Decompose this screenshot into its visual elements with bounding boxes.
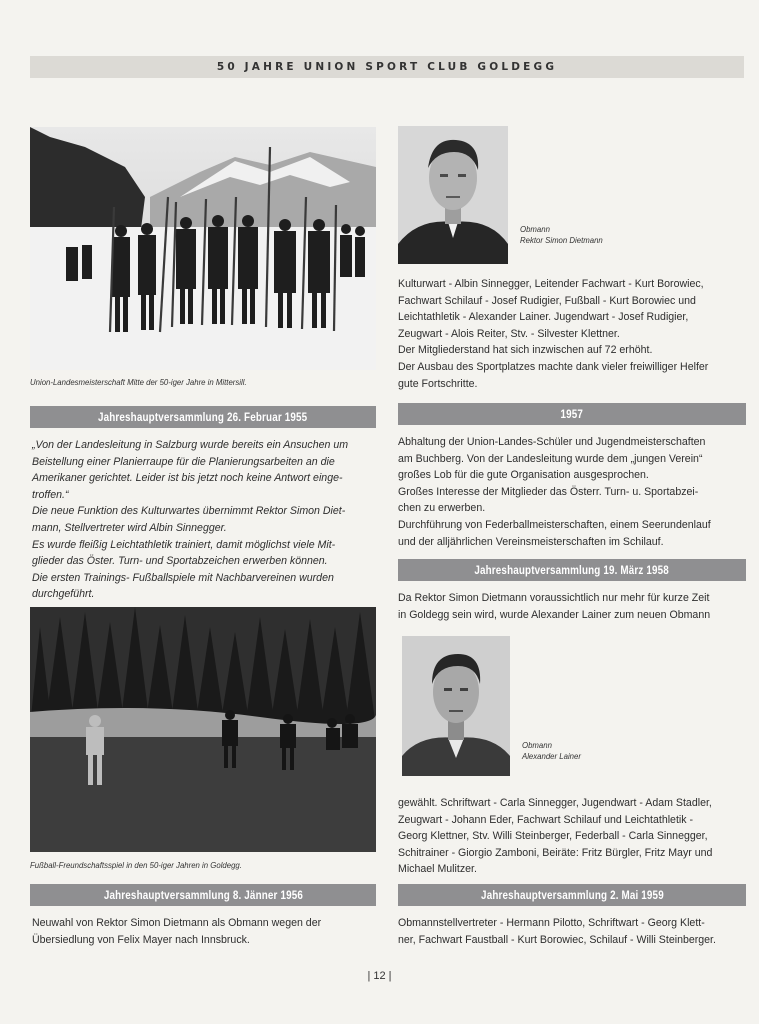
text-line: Zeugwart - Johann Eder, Fachwart Schilauf und Leichtathletik - [398,813,694,826]
text-line: durchgeführt. [32,588,95,601]
text-line: Fachwart Schilauf - Josef Rudigier, Fußball - Kurt Borowiec und [398,294,696,307]
text-line: Georg Klettner, Stv. Willi Steinberger, Federball - Carla Sinnegger, [398,830,708,843]
text-line: „Von der Landesleitung in Salzburg wurde bereits ein Ansuchen um [32,439,349,451]
text-line: gewählt. Schriftwart - Carla Sinnegger, Jugendwart - Adam Stadler, [398,797,712,809]
portrait-name: Rektor Simon Dietmann [520,236,603,245]
football-match-photo [30,607,376,852]
text-line: chen zu erwerben. [398,502,486,515]
text-line: Leichtathletik - Alexander Lainer. Jugendwart - Josef Rudigier, [398,311,689,324]
portrait-role: Obmann [520,225,550,234]
page-header-title: 50 JAHRE UNION SPORT CLUB GOLDEGG [30,56,744,78]
text-1957 [398,434,750,550]
text-line: Die neue Funktion des Kulturwartes übernimmt Rektor Simon Diet- [32,505,346,518]
portrait-dietmann-photo [398,126,508,264]
heading-1959-label: Jahreshauptversammlung 2. Mai 1959 [480,888,664,902]
text-line: in Goldegg sein wird, wurde Alexander Lainer zum neuen Obmann [398,608,711,621]
text-line: am Buchberg. Von der Landesleitung wurde dem „jungen Verein“ [398,452,703,465]
heading-1959 [398,884,746,906]
text-1958-after [398,795,750,878]
portrait-dietmann-caption [520,224,603,246]
text-line: Übersiedlung von Felix Mayer nach Innsbruck. [32,933,250,946]
text-line: Neuwahl von Rektor Simon Dietmann als Obmann wegen der [32,917,322,929]
text-line: Der Mitgliederstand hat sich inzwischen auf 72 erhöht. [398,344,653,357]
heading-1957-label: 1957 [560,407,584,421]
text-line: gute Fortschritte. [398,377,478,390]
text-line: troffen.“ [32,488,69,501]
text-right-intro [398,276,750,392]
text-line: Schitrainer - Giorgio Zamboni, Beiräte: Fritz Bürgler, Fritz Mayr und [398,846,713,859]
text-line: Kulturwart - Albin Sinnegger, Leitender Fachwart - Kurt Borowiec, [398,278,704,290]
text-1959 [398,915,750,948]
heading-1958-label: Jahreshauptversammlung 19. März 1958 [474,563,670,577]
heading-1957 [398,403,746,425]
heading-1956-label: Jahreshauptversammlung 8. Jänner 1956 [103,888,303,902]
text-line: und der alljährlichen Vereinsmeisterschaften im Schilauf. [398,535,664,548]
text-1955 [32,437,378,603]
text-line: Zeugwart - Alois Reiter, Stv. - Silvester Klettner. [398,327,620,340]
portrait-name: Alexander Lainer [522,752,581,761]
heading-1958 [398,559,746,581]
heading-1955-label: Jahreshauptversammlung 26. Februar 1955 [98,410,308,424]
text-line: Der Ausbau des Sportplatzes machte dank vieler freiwilliger Helfer [398,360,709,373]
portrait-lainer-caption [522,740,581,762]
text-line: Amerikaner gerichtet. Leider ist bis jetzt noch keine Antwort einge- [32,472,343,485]
text-line: Beistellung einer Planierraupe für die Planierungsarbeiten an die [32,455,335,468]
text-1958-before [398,590,750,623]
text-line: glieder das Öster. Turn- und Sportabzeichen erwerben können. [32,555,328,568]
text-line: Es wurde fleißig Leichtathletik trainiert, damit möglichst viele Mit- [32,538,336,551]
text-line: mann, Stellvertreter wird Albin Sinnegger. [32,521,227,534]
text-line: Durchführung von Federballmeisterschaften, einem Seerundenlauf [398,518,711,531]
text-1956 [32,915,378,948]
football-photo-caption: Fußball-Freundschaftsspiel in den 50-iger Jahren in Goldegg. [30,861,242,870]
heading-1955 [30,406,376,428]
page-number: | 12 | [367,970,392,982]
portrait-lainer-photo [402,636,510,776]
text-line: großes Lob für die gute Organisation ausgesprochen. [398,469,649,482]
text-line: Die ersten Trainings- Fußballspiele mit Nachbarvereinen wurden [32,571,334,584]
text-line: Abhaltung der Union-Landes-Schüler und Jugendmeisterschaften [398,436,706,448]
text-line: ner, Fachwart Faustball - Kurt Borowiec, Schilauf - Willi Steinberger. [398,933,716,946]
heading-1956 [30,884,376,906]
text-line: Großes Interesse der Mitglieder das Österr. Turn- u. Sportabzei- [398,485,699,498]
portrait-role: Obmann [522,741,552,750]
text-line: Obmannstellvertreter - Hermann Pilotto, Schriftwart - Georg Klett- [398,917,705,929]
text-line: Michael Mulitzer. [398,863,477,876]
ski-team-photo [30,127,376,370]
text-line: Da Rektor Simon Dietmann voraussichtlich nur mehr für kurze Zeit [398,592,710,604]
ski-photo-caption: Union-Landesmeisterschaft Mitte der 50-iger Jahre in Mittersill. [30,378,247,387]
